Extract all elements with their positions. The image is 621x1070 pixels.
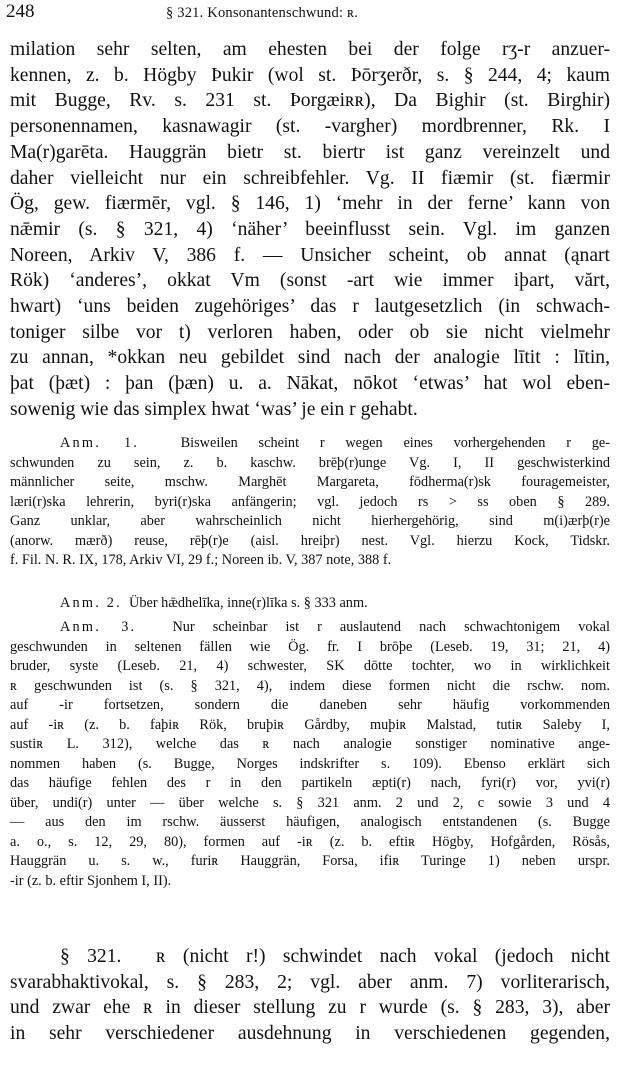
note-line: f. Fil. N. R. IX, 178, Arkiv VI, 29 f.; Noreen ib. V, 387 note, 388 f. xyxy=(10,552,392,568)
text-line: svarabhaktivokal, s. § 283, 2; vgl. aber anm. 7) vorliterarisch, xyxy=(10,971,610,993)
note-line: Anm. 2. Über hǣdhelīka, inne(r)līka s. § 333 anm. xyxy=(60,595,368,611)
text-line: und zwar ehe ʀ in dieser stellung zu r wurde (s. § 283, 3), aber xyxy=(10,997,610,1019)
note-label: Anm. 2. xyxy=(60,595,122,611)
note-line: (anorw. mærð) reuse, rēþ(r)e (aisl. hreiþr) nest. Vgl. hierzu Kock, Tidskr. xyxy=(10,532,610,549)
section-label: § 321. xyxy=(60,946,122,967)
text-line: Ög, gew. fiærmēr, vgl. § 146, 1) ‘mehr in der ferne’ kann von xyxy=(10,193,610,215)
note-line: geschwunden in seltenen fällen wie Ög. fr. I brōþe (Leseb. 19, 31; 21, 4) xyxy=(10,638,610,655)
note-line: Hauggrän u. s. w., furiʀ Hauggrän, Forsa, ifiʀ Turinge 1) neben urspr. xyxy=(10,853,610,869)
note-line: a. o., s. 12, 29, 80), formen auf -iʀ (z. b. eftiʀ Högby, Hofgården, Rösås, xyxy=(10,833,610,850)
note-line: Anm. 1. Bisweilen scheint r wegen eines vorhergehenden r ge- xyxy=(60,435,610,451)
note-label: Anm. 1. xyxy=(60,435,140,451)
text-line: personennamen, kasnawagir (st. -vargher) mordbrenner, Rk. I xyxy=(10,116,610,138)
running-title: § 321. Konsonantenschwund: ʀ. xyxy=(166,5,359,21)
note-label: Anm. 3. xyxy=(60,619,137,635)
note-line: læri(r)ska lehrerin, byri(r)ska anfängerin; vgl. jedoch rs > ss oben § 289. xyxy=(10,493,610,510)
text-line: hwart) ‘uns beiden zugehöriges’ das r lautgesetzlich (in schwach- xyxy=(10,296,610,317)
text-line: toniger silbe vor t) verloren haben, oder ob sie nicht vielmehr xyxy=(10,321,610,343)
text-line: in sehr verschiedener ausdehnung in verschiedenen gegenden, xyxy=(10,1023,610,1045)
note-line: männlicher seite, mschw. Marghēt Margareta, fōdherma(r)sk fouragemeister, xyxy=(10,474,610,490)
text-line: nǣmir (s. § 321, 4) ‘näher’ beeinflusst sein. Vgl. im ganzen xyxy=(10,218,610,240)
text-line: Rök) ‘anderes’, okkat Vm (sonst -art wie immer iþart, vărt, xyxy=(10,270,610,292)
note-line: nommen haben (s. Bugge, Norges indskrifter s. 109). Ebenso erklärt sich xyxy=(10,755,610,772)
note-line: schwunden zu sein, z. b. kaschw. brēþ(r)unge Vg. I, II geschwisterkind xyxy=(10,454,610,471)
text-line: þat (þæt) : þan (þæn) u. a. Nākat, nōkot ‘etwas’ hat wol eben- xyxy=(10,373,610,395)
note-line: auf -ir fortsetzen, sondern die daneben sehr häufig vorkommenden xyxy=(10,697,610,713)
page-number: 248 xyxy=(6,1,35,22)
note-line: — aus den im rschw. äusserst häufigen, analogisch entstandenen (s. Bugge xyxy=(10,814,610,830)
note-line: über, undi(r) unter — über welche s. § 321 anm. 2 und 2, c sowie 3 und 4 xyxy=(10,794,610,811)
text-line: Ma(r)garēta. Hauggrän bietr st. biertr ist ganz vereinzelt und xyxy=(10,141,610,163)
note-line: Ganz unklar, aber wahrscheinlich nicht hierhergehörig, sind m(i)ærþ(r)e xyxy=(10,513,610,529)
note-line: Anm. 3. Nur scheinbar ist r auslautend nach schwachtonigem vokal xyxy=(60,619,610,635)
note-line: ʀ geschwunden ist (s. § 321, 4), indem diese formen nicht die rschw. nom. xyxy=(10,677,610,694)
text-line: kennen, z. b. Högby Þukir (wol st. Þōrʒerðr, s. § 244, 4; kaum xyxy=(10,64,610,86)
note-line: -ir (z. b. eftir Sjonhem I, II). xyxy=(10,872,172,889)
text-line: mit Bugge, Rv. s. 231 st. Þorgæiʀʀ), Da Bighir (st. Birghir) xyxy=(10,90,610,112)
note-line: das häufige fehlen des r in den partikeln æpti(r) nach, fyri(r) vor, yvi(r) xyxy=(10,775,610,791)
note-line: bruder, syste (Leseb. 21, 4) schwester, SK dōtte tochter, wo in wirklichkeit xyxy=(10,658,610,674)
text-line: milation sehr selten, am ehesten bei der folge rʒ-r anzuer- xyxy=(10,39,610,60)
text-line: sowenig wie das simplex hwat ‘was’ je ein r gehabt. xyxy=(10,398,418,420)
note-line: sustiʀ L. 312), welche das ʀ nach analogie sonstiger nominative ange- xyxy=(10,736,610,752)
text-line: Noreen, Arkiv V, 386 f. — Unsicher scheint, ob annat (ąnart xyxy=(10,244,610,266)
text-line: zu annan, *okkan neu gebildet sind nach der analogie lītit : lītin, xyxy=(10,347,610,369)
page-header xyxy=(0,0,621,30)
text-line: § 321. ʀ (nicht r!) schwindet nach vokal (jedoch nicht xyxy=(60,946,610,967)
note-line: auf -iʀ (z. b. faþiʀ Rök, bruþiʀ Gårdby, muþiʀ Malstad, tutiʀ Saleby I, xyxy=(10,716,610,733)
text-line: daher vielleicht nur ein schreibfehler. Vg. II fiæmir (st. fiærmir xyxy=(10,167,610,189)
